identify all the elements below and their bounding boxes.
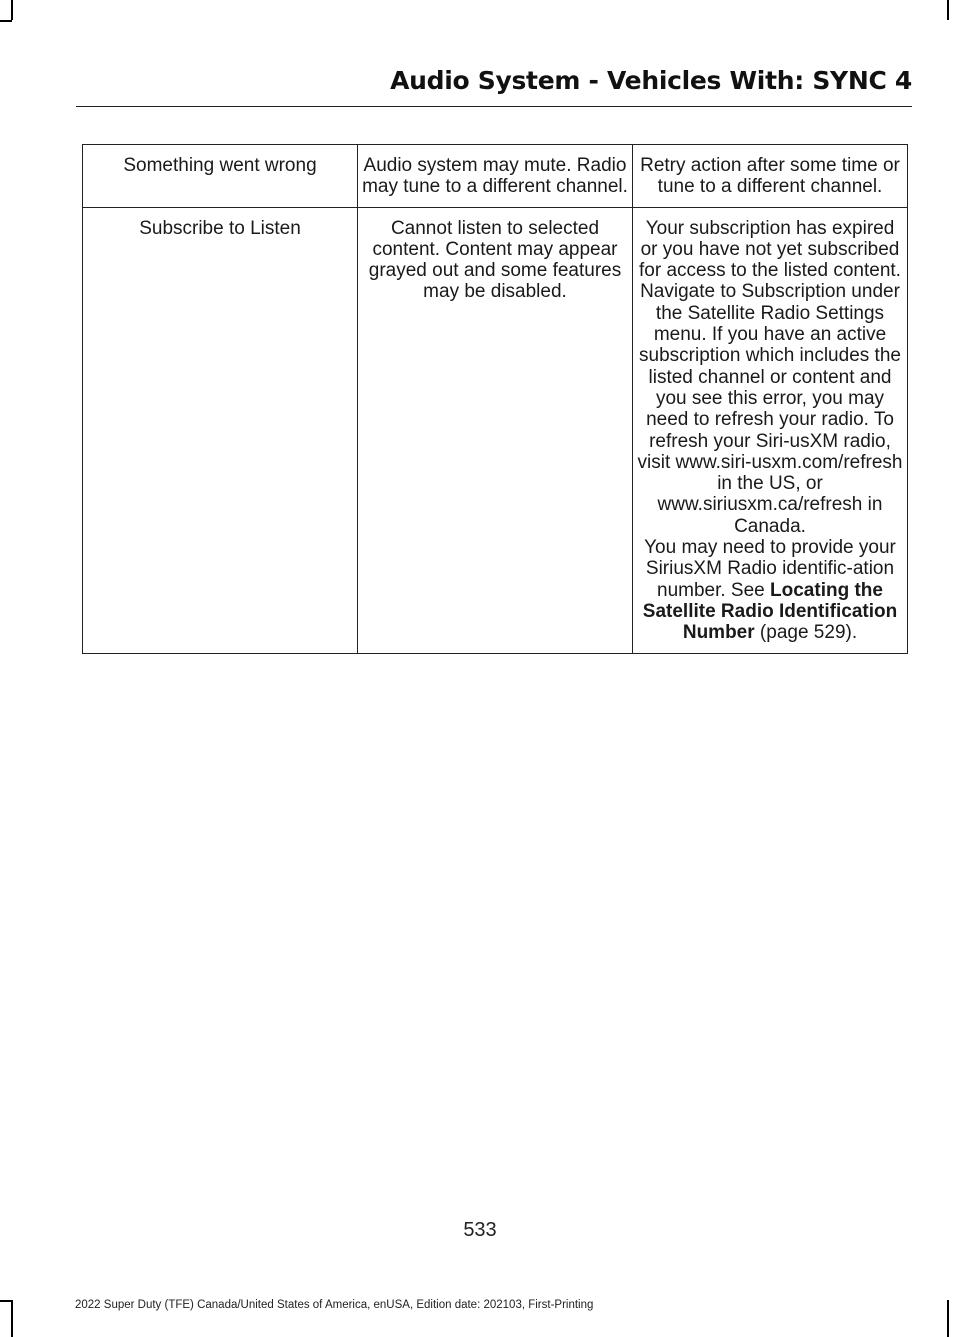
action-cell: Audio system may mute. Radio may tune to a different channel. — [358, 145, 633, 208]
page-number: 533 — [463, 1219, 497, 1241]
cause-cell — [633, 145, 908, 208]
table-row — [83, 207, 908, 653]
table-row — [83, 145, 908, 208]
cause-paragraph: Your subscription has expired or you have not yet subscribed for access to the listed content. Navigate to Subscription under the Satellite Radio Settings menu. If you have an active subscription which includes the listed channel or content and you see this error, you may need to refresh your radio. To refresh your Siri-usXM radio, visit www.siri-usxm.com/refresh in the US, or www.siriusxm.ca/refresh in Canada. — [637, 217, 903, 537]
cross-reference-link[interactable]: Locating the Satellite Radio Identification Number — [642, 579, 898, 644]
cause-cell — [633, 207, 908, 653]
cause-paragraph: Retry action after some time or tune to a different channel. — [640, 155, 900, 198]
crop-mark-bottom-right — [947, 1300, 949, 1337]
message-cell: Something went wrong — [83, 145, 358, 208]
message-cell: Subscribe to Listen — [83, 207, 358, 653]
cause-paragraph — [636, 537, 904, 643]
crop-mark-top-left-h — [0, 20, 12, 22]
crop-mark-bottom-left-v — [11, 1300, 13, 1337]
page-title: Audio System - Vehicles With: SYNC 4 — [390, 66, 912, 95]
crop-mark-top-right — [947, 0, 949, 20]
footer-edition-info: 2022 Super Duty (TFE) Canada/United States of America, enUSA, Edition date: 202103, First-Printing — [75, 1299, 594, 1311]
header-divider — [76, 106, 912, 107]
crop-mark-top-left-v — [11, 0, 13, 20]
troubleshooting-table — [82, 144, 908, 654]
page-reference: (page 529). — [754, 622, 858, 644]
action-cell: Cannot listen to selected content. Content may appear grayed out and some features may be disabled. — [358, 207, 633, 653]
crop-mark-bottom-left-h — [0, 1300, 12, 1302]
cause-paragraph-text: You may need to provide your SiriusXM Radio identific-ation number. See — [644, 537, 896, 601]
